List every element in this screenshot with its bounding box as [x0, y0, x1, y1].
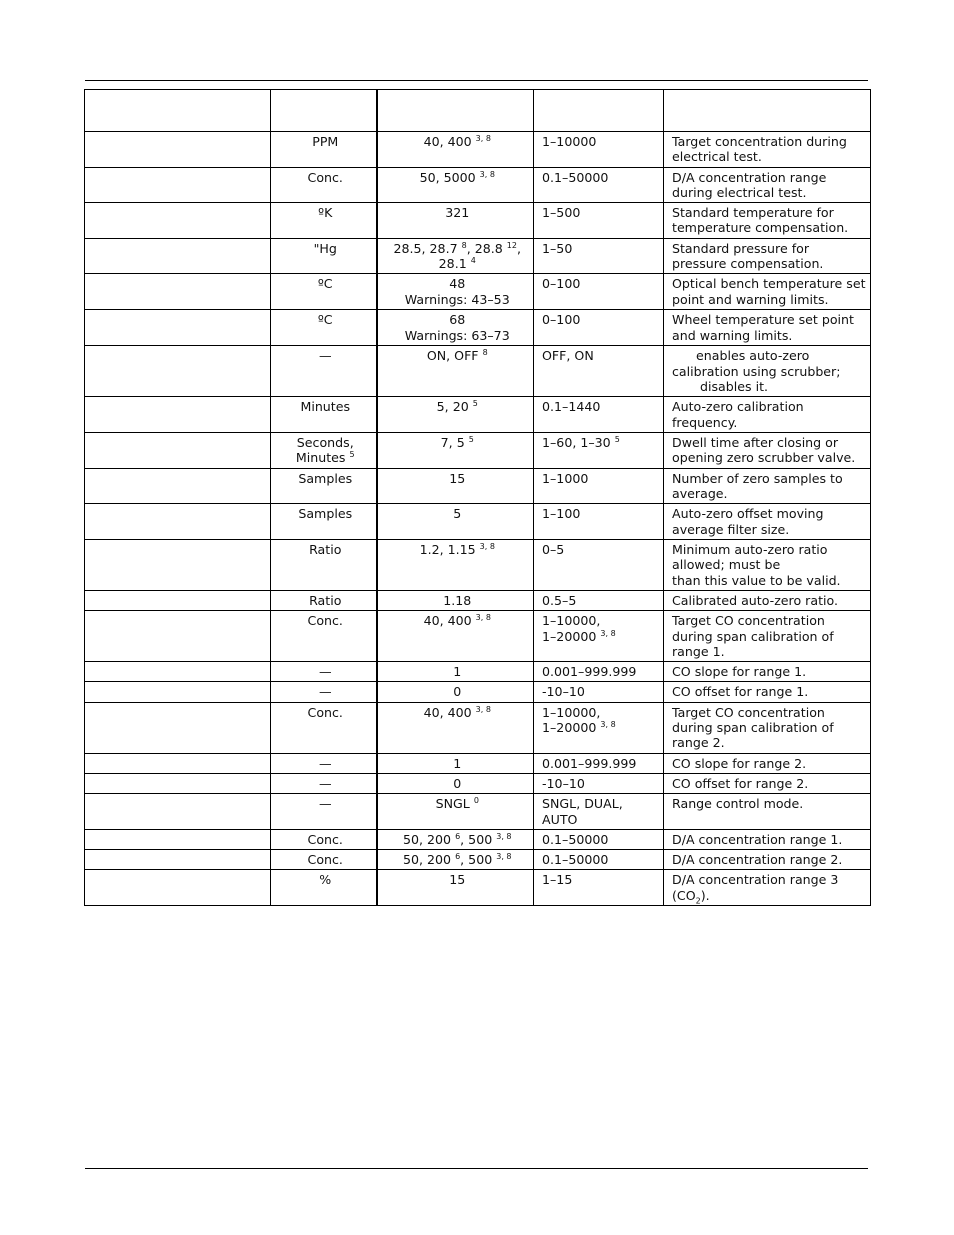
units-text: — — [318, 348, 332, 364]
description-text: disables it. — [700, 378, 769, 394]
default-text: 50, 200 — [402, 831, 452, 847]
default-cell — [377, 310, 534, 346]
range-text: 0–5 — [542, 542, 565, 558]
header-cell-parameter — [85, 90, 271, 132]
description-text: D/A concentration range during electrical test. — [672, 169, 827, 200]
range-cell — [534, 773, 664, 793]
header-cell-range — [534, 90, 664, 132]
description-text: calibration using scrubber; — [672, 363, 841, 379]
range-text: 0.001–999.999 — [542, 755, 637, 771]
range-cell — [534, 274, 664, 310]
units-cell — [271, 397, 377, 433]
parameter-cell — [85, 346, 271, 397]
parameter-cell — [85, 829, 271, 849]
default-cell — [377, 504, 534, 540]
description-cell — [664, 203, 871, 239]
default-text: , — [516, 240, 521, 256]
default-text: 1.18 — [443, 592, 472, 608]
range-text: 0.001–999.999 — [542, 664, 637, 680]
units-text: Seconds, — [296, 434, 354, 450]
range-cell — [534, 590, 664, 610]
units-text: Conc. — [307, 831, 343, 847]
description-text: Standard temperature for temperature compensation. — [672, 205, 849, 236]
range-text: 1–60, 1–30 — [542, 434, 611, 450]
range-text: 1–20000 — [542, 628, 597, 644]
units-text: ºC — [317, 276, 333, 292]
range-text: -10–10 — [542, 775, 585, 791]
description-text: Wheel temperature set point and warning limits. — [672, 312, 854, 343]
default-cell — [377, 773, 534, 793]
footnote-ref: 3, 8 — [475, 704, 491, 714]
description-cell — [664, 167, 871, 203]
footnote-ref: 3, 8 — [496, 851, 512, 861]
footnote-ref: 6 — [455, 851, 461, 861]
units-text: Minutes — [300, 399, 351, 415]
parameter-cell — [85, 132, 271, 168]
parameter-cell — [85, 540, 271, 591]
units-cell — [271, 662, 377, 682]
range-cell — [534, 468, 664, 504]
range-text: 0.1–50000 — [542, 852, 609, 868]
range-cell — [534, 238, 664, 274]
default-text: 5 — [453, 506, 462, 522]
description-cell — [664, 132, 871, 168]
range-cell — [534, 682, 664, 702]
range-cell — [534, 432, 664, 468]
range-cell — [534, 794, 664, 830]
default-text: 48 — [449, 276, 466, 292]
default-text: 15 — [449, 470, 466, 486]
parameter-cell — [85, 203, 271, 239]
description-text: than this value to be valid. — [672, 572, 841, 588]
default-cell — [377, 397, 534, 433]
default-cell — [377, 870, 534, 906]
description-cell — [664, 432, 871, 468]
table-row — [85, 346, 871, 397]
table-row — [85, 753, 871, 773]
range-cell — [534, 203, 664, 239]
range-cell — [534, 850, 664, 870]
table-row — [85, 432, 871, 468]
description-text: CO offset for range 2. — [672, 775, 809, 791]
default-text: , 500 — [460, 831, 493, 847]
description-cell — [664, 794, 871, 830]
footnote-ref: 3, 8 — [600, 719, 616, 729]
parameter-cell — [85, 662, 271, 682]
footnote-ref: 8 — [461, 240, 467, 250]
footnote-ref: 0 — [473, 796, 479, 806]
range-text: 0–100 — [542, 276, 581, 292]
default-cell — [377, 346, 534, 397]
default-cell — [377, 682, 534, 702]
default-text: Warnings: 63–73 — [404, 327, 510, 343]
description-cell — [664, 773, 871, 793]
units-cell — [271, 432, 377, 468]
description-text: Target concentration during electrical test. — [672, 134, 847, 165]
default-text: 50, 200 — [402, 852, 452, 868]
footnote-ref: 3, 8 — [479, 169, 495, 179]
footnote-ref: 5 — [614, 434, 620, 444]
parameter-cell — [85, 397, 271, 433]
range-text: 1–15 — [542, 872, 573, 888]
default-cell — [377, 132, 534, 168]
table-row — [85, 310, 871, 346]
range-text: 1–500 — [542, 205, 581, 221]
units-text: Ratio — [309, 542, 342, 558]
default-text: 68 — [449, 312, 466, 328]
range-cell — [534, 167, 664, 203]
units-cell — [271, 504, 377, 540]
parameter-table — [84, 89, 871, 906]
units-cell — [271, 274, 377, 310]
default-text: 40, 400 — [423, 134, 472, 149]
range-text: 0.1–50000 — [542, 831, 609, 847]
default-text: 0 — [453, 775, 462, 791]
default-text: Warnings: 43–53 — [404, 291, 510, 307]
description-cell — [664, 504, 871, 540]
parameter-cell — [85, 611, 271, 662]
description-text: Target CO concentration during span calibration of range 2. — [672, 704, 834, 751]
description-cell — [664, 238, 871, 274]
default-text: , 28.8 — [466, 240, 503, 256]
description-cell — [664, 346, 871, 397]
default-text: 28.1 — [438, 256, 467, 272]
range-cell — [534, 611, 664, 662]
units-text: — — [318, 796, 332, 812]
parameter-cell — [85, 850, 271, 870]
default-text: 40, 400 — [423, 704, 472, 720]
units-text: Samples — [298, 506, 353, 522]
default-text: 1.2, 1.15 — [419, 542, 476, 558]
footnote-ref: 3, 8 — [479, 541, 495, 551]
description-text: Auto-zero offset moving average filter size. — [672, 506, 824, 537]
table-row — [85, 829, 871, 849]
units-cell — [271, 773, 377, 793]
units-text: Conc. — [307, 704, 343, 720]
units-cell — [271, 540, 377, 591]
parameter-cell — [85, 870, 271, 906]
units-text: — — [318, 664, 332, 680]
header-cell-units — [271, 90, 377, 132]
header-cell-description — [664, 90, 871, 132]
default-cell — [377, 794, 534, 830]
default-cell — [377, 468, 534, 504]
range-text: AUTO — [542, 811, 578, 827]
table-row — [85, 590, 871, 610]
table-row — [85, 611, 871, 662]
description-text: Dwell time after closing or opening zero scrubber valve. — [672, 434, 856, 466]
range-cell — [534, 662, 664, 682]
description-cell — [664, 753, 871, 773]
units-text: ºK — [318, 205, 333, 221]
units-cell — [271, 346, 377, 397]
footnote-ref: 3, 8 — [475, 133, 491, 143]
parameter-cell — [85, 590, 271, 610]
range-text: 0.5–5 — [542, 592, 577, 608]
parameter-cell — [85, 468, 271, 504]
table-row — [85, 238, 871, 274]
range-text: -10–10 — [542, 684, 585, 700]
units-text: Conc. — [307, 852, 343, 868]
footnote-ref: 3, 8 — [496, 831, 512, 841]
range-cell — [534, 540, 664, 591]
default-cell — [377, 540, 534, 591]
description-text: Minimum auto-zero ratio — [672, 542, 828, 558]
default-text: SNGL — [435, 796, 470, 812]
table-row — [85, 662, 871, 682]
default-text: 0 — [453, 684, 462, 700]
range-text: OFF, ON — [542, 348, 594, 364]
description-cell — [664, 611, 871, 662]
range-cell — [534, 397, 664, 433]
parameter-cell — [85, 274, 271, 310]
table-row — [85, 203, 871, 239]
default-cell — [377, 662, 534, 682]
range-cell — [534, 753, 664, 773]
footnote-ref: 4 — [470, 255, 476, 265]
range-text: 1–10000, — [542, 613, 601, 629]
parameter-cell — [85, 310, 271, 346]
range-text: 1–10000, — [542, 704, 601, 720]
default-cell — [377, 829, 534, 849]
range-text: 0.1–50000 — [542, 169, 609, 185]
range-text: 1–10000 — [542, 134, 597, 149]
range-text: 1–20000 — [542, 720, 597, 736]
range-cell — [534, 346, 664, 397]
default-cell — [377, 167, 534, 203]
table-row — [85, 167, 871, 203]
description-cell — [664, 468, 871, 504]
units-cell — [271, 829, 377, 849]
description-cell — [664, 590, 871, 610]
footnote-ref: 5 — [468, 434, 474, 444]
default-text: 1 — [453, 664, 462, 680]
description-cell — [664, 540, 871, 591]
range-cell — [534, 870, 664, 906]
parameter-cell — [85, 432, 271, 468]
footnote-ref: 3, 8 — [600, 628, 616, 638]
description-text: D/A concentration range 3 — [672, 872, 839, 888]
description-cell — [664, 870, 871, 906]
description-cell — [664, 274, 871, 310]
range-cell — [534, 504, 664, 540]
default-cell — [377, 753, 534, 773]
default-text: 40, 400 — [423, 613, 472, 629]
description-cell — [664, 702, 871, 753]
default-cell — [377, 238, 534, 274]
description-text: enables auto-zero — [696, 348, 810, 364]
units-cell — [271, 682, 377, 702]
parameter-cell — [85, 167, 271, 203]
table-row — [85, 682, 871, 702]
units-cell — [271, 310, 377, 346]
units-cell — [271, 753, 377, 773]
description-text: Calibrated auto-zero ratio. — [672, 592, 838, 608]
range-cell — [534, 702, 664, 753]
parameter-cell — [85, 504, 271, 540]
footnote-ref: 5 — [472, 399, 478, 409]
units-text: % — [319, 872, 332, 888]
description-cell — [664, 310, 871, 346]
description-cell — [664, 662, 871, 682]
description-text: allowed; must be — [672, 557, 781, 573]
range-text: 1–100 — [542, 506, 581, 522]
table-row — [85, 540, 871, 591]
units-cell — [271, 794, 377, 830]
default-cell — [377, 590, 534, 610]
table-row — [85, 702, 871, 753]
footnote-ref: 5 — [349, 449, 355, 459]
description-cell — [664, 850, 871, 870]
units-text: PPM — [312, 134, 339, 149]
units-cell — [271, 238, 377, 274]
default-text: 1 — [453, 755, 462, 771]
description-text: Optical bench temperature set point and warning limits. — [672, 276, 866, 307]
default-cell — [377, 203, 534, 239]
units-text: — — [318, 684, 332, 700]
units-text: Samples — [298, 470, 353, 486]
units-text: Minutes — [295, 450, 346, 466]
table-row — [85, 870, 871, 906]
range-text: SNGL, DUAL, — [542, 796, 623, 812]
units-cell — [271, 468, 377, 504]
default-text: , 500 — [460, 852, 493, 868]
footer-rule — [85, 1168, 868, 1169]
default-text: ON, OFF — [426, 348, 479, 364]
parameter-cell — [85, 773, 271, 793]
units-cell — [271, 611, 377, 662]
range-text: 1–50 — [542, 240, 573, 256]
default-cell — [377, 850, 534, 870]
table-row — [85, 773, 871, 793]
range-text: 1–1000 — [542, 470, 589, 486]
default-cell — [377, 432, 534, 468]
footnote-ref: 6 — [455, 831, 461, 841]
default-text: 15 — [449, 872, 466, 888]
subscript-text: 2 — [695, 896, 701, 906]
description-text: Target CO concentration during span calibration of range 1. — [672, 613, 834, 659]
units-cell — [271, 702, 377, 753]
default-cell — [377, 611, 534, 662]
description-text: CO slope for range 1. — [672, 664, 807, 680]
table-row — [85, 274, 871, 310]
parameter-cell — [85, 702, 271, 753]
range-text: 0–100 — [542, 312, 581, 328]
parameter-cell — [85, 794, 271, 830]
table-row — [85, 397, 871, 433]
description-text: Auto-zero calibration frequency. — [672, 399, 804, 430]
default-text: 321 — [445, 205, 470, 221]
parameter-cell — [85, 753, 271, 773]
default-text: 5, 20 — [436, 399, 469, 415]
units-cell — [271, 203, 377, 239]
units-text: "Hg — [313, 240, 337, 256]
default-text: 50, 5000 — [419, 169, 476, 185]
units-text: ºC — [317, 312, 333, 328]
table-row — [85, 504, 871, 540]
description-text: D/A concentration range 2. — [672, 852, 843, 868]
table-row — [85, 132, 871, 168]
description-text: CO offset for range 1. — [672, 684, 809, 700]
table-header-row — [85, 90, 871, 132]
header-cell-default — [377, 90, 534, 132]
description-text: Range control mode. — [672, 796, 804, 812]
footnote-ref: 3, 8 — [475, 613, 491, 623]
description-cell — [664, 397, 871, 433]
table-row — [85, 850, 871, 870]
units-cell — [271, 132, 377, 168]
description-text: Standard pressure for pressure compensation. — [672, 240, 824, 272]
default-text: 28.5, 28.7 — [393, 240, 458, 256]
range-text: 0.1–1440 — [542, 399, 601, 415]
description-text: CO slope for range 2. — [672, 755, 807, 771]
parameter-cell — [85, 682, 271, 702]
footnote-ref: 8 — [482, 348, 488, 358]
description-cell — [664, 829, 871, 849]
default-text: 7, 5 — [440, 434, 465, 450]
description-text: Number of zero samples to average. — [672, 470, 843, 502]
units-text: Ratio — [309, 592, 342, 608]
default-cell — [377, 702, 534, 753]
units-cell — [271, 850, 377, 870]
units-cell — [271, 870, 377, 906]
description-text: ). — [700, 887, 710, 903]
table-row — [85, 468, 871, 504]
range-cell — [534, 132, 664, 168]
footnote-ref: 12 — [506, 240, 517, 250]
units-text: — — [318, 775, 332, 791]
range-cell — [534, 829, 664, 849]
header-rule — [85, 80, 868, 81]
description-text: D/A concentration range 1. — [672, 831, 843, 847]
units-text: Conc. — [307, 169, 343, 185]
description-cell — [664, 682, 871, 702]
range-cell — [534, 310, 664, 346]
parameter-cell — [85, 238, 271, 274]
units-text: Conc. — [307, 613, 343, 629]
table-row — [85, 794, 871, 830]
units-text: — — [318, 755, 332, 771]
description-text: (CO — [672, 887, 696, 903]
default-cell — [377, 274, 534, 310]
units-cell — [271, 167, 377, 203]
units-cell — [271, 590, 377, 610]
